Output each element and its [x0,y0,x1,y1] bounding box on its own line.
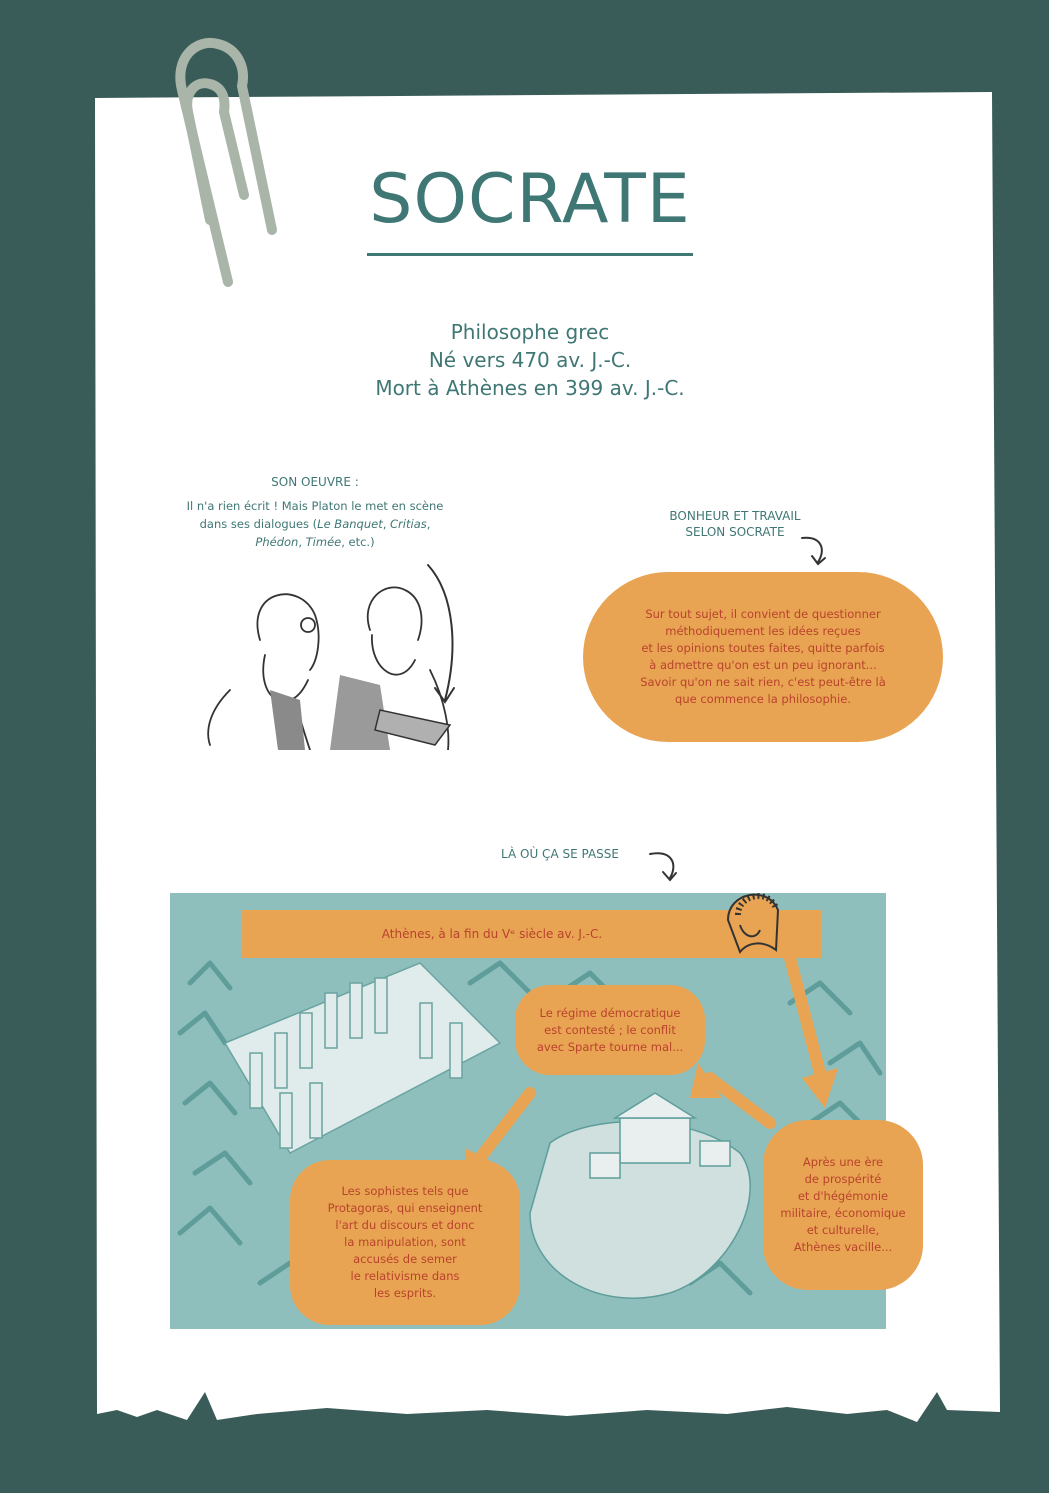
sophistes-line: accusés de semer [353,1252,457,1266]
oeuvre-line3 [150,533,480,551]
bonheur-line: que commence la philosophie. [675,692,851,706]
title-underline [367,253,693,256]
bonheur-heading-line2: SELON SOCRATE [685,525,785,539]
regime-line: est contesté ; le conflit [544,1022,676,1037]
sophistes-line: les esprits. [373,1286,437,1300]
oeuvre-sep1: , [382,517,391,531]
athenes-line: Après une ère [802,1155,884,1169]
work-critias: Critias [390,517,427,531]
bonheur-line: et les opinions toutes faites, quitte parfois [641,641,885,655]
sophistes-line: le relativisme dans [350,1269,460,1283]
athenes-bubble [763,1120,923,1290]
athenes-line: Athènes vacille... [793,1240,893,1254]
regime-line: Le régime démocratique [539,1005,681,1020]
oeuvre-line2 [150,515,480,533]
sophistes-line: Les sophistes tels que [341,1184,469,1198]
oeuvre-line1: Il n'a rien écrit ! Mais Platon le met en scène [186,499,444,513]
bonheur-line: méthodiquement les idées reçues [665,624,861,638]
work-timee: Timée [305,535,342,549]
regime-line: avec Sparte tourne mal... [536,1039,684,1054]
oeuvre-line3-post: , etc.) [341,535,375,549]
sophistes-line: l'art du discours et donc [335,1218,475,1232]
oeuvre-heading: SON OEUVRE : [271,475,359,489]
oeuvre-sep2: , [426,517,431,531]
athens-banner-text: Athènes, à la fin du Vᵉ siècle av. J.-C. [381,927,603,941]
sophistes-line: Protagoras, qui enseignent [327,1201,483,1215]
bonheur-line: à admettre qu'on est un peu ignorant... [649,658,877,672]
bonheur-heading-line1: BONHEUR ET TRAVAIL [669,509,801,523]
subtitle-birth: Né vers 470 av. J.-C. [428,348,632,372]
oeuvre-sep3: , [298,535,306,549]
athenes-line: militaire, économique [780,1206,906,1220]
paperclip-icon [160,20,290,300]
bonheur-heading [645,508,825,540]
lieu-heading: LÀ OÙ ÇA SE PASSE [501,847,619,861]
sophistes-bubble [290,1160,520,1325]
regime-bubble [515,985,705,1075]
arrow-curved-icon [420,560,470,710]
sophistes-line: la manipulation, sont [344,1235,466,1249]
arrow-curved-icon [648,848,682,884]
subtitle-occupation: Philosophe grec [450,320,610,344]
work-le-banquet: Le Banquet [317,517,383,531]
athenes-line: et culturelle, [806,1223,880,1237]
subtitle-block [300,318,760,402]
oeuvre-line2-pre: dans ses dialogues ( [199,517,318,531]
subtitle-death: Mort à Athènes en 399 av. J.-C. [375,376,685,400]
page-title: SOCRATE [369,160,691,239]
bonheur-line: Sur tout sujet, il convient de questionner [645,607,881,621]
bonheur-bubble [583,572,943,742]
athenes-line: et d'hégémonie [797,1189,889,1203]
oeuvre-text [150,497,480,551]
bonheur-line: Savoir qu'on ne sait rien, c'est peut-être là [640,675,886,689]
arrow-curved-icon [800,532,830,568]
work-phedon: Phédon [255,535,299,549]
athenes-line: de prospérité [804,1172,882,1186]
